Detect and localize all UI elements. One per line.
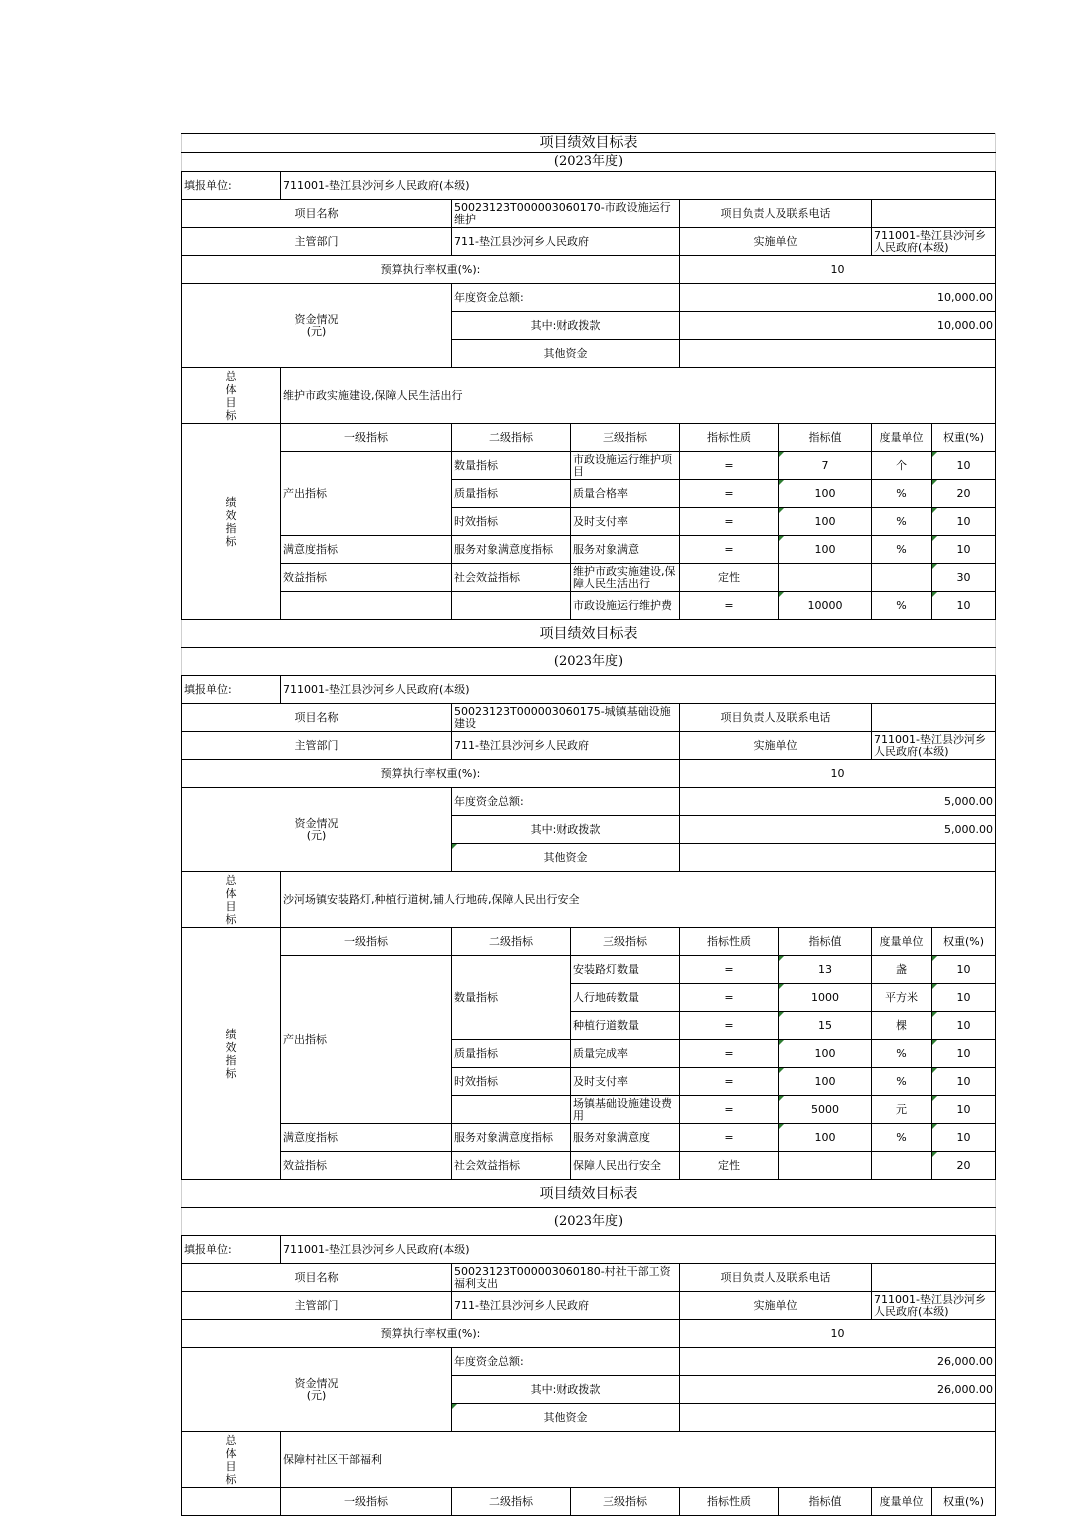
col-level2: 二级指标 [452,928,571,956]
col-level3: 三级指标 [571,424,680,452]
weight-cell: 10 [932,1012,996,1040]
value-cell: 100 [779,1124,872,1152]
goal-value: 沙河场镇安装路灯,种植行道树,铺人行地砖,保障人民出行安全 [281,872,996,928]
other-fund-value [680,1404,996,1432]
col-level3: 三级指标 [571,928,680,956]
col-level1: 一级指标 [281,928,452,956]
fiscal-label: 其中:财政拨款 [452,816,680,844]
level1-cell: 产出指标 [281,956,452,1124]
level2-cell: 社会效益指标 [452,1152,571,1180]
fiscal-label: 其中:财政拨款 [452,312,680,340]
value-cell: 13 [779,956,872,984]
annual-total-value: 10,000.00 [680,284,996,312]
goal-label: 总体目标 [182,368,281,424]
level2-cell: 服务对象满意度指标 [452,536,571,564]
perf-indicator-label [182,1488,281,1516]
annual-total-label: 年度资金总额: [452,1348,680,1376]
level3-cell: 及时支付率 [571,508,680,536]
nature-cell: = [680,956,779,984]
level1-cell: 产出指标 [281,452,452,536]
nature-cell: = [680,984,779,1012]
level2-cell: 质量指标 [452,480,571,508]
contact-label: 项目负责人及联系电话 [680,704,872,732]
fiscal-label: 其中:财政拨款 [452,1376,680,1404]
budget-weight-value: 10 [680,1320,996,1348]
unit-cell: % [872,1040,932,1068]
contact-value [872,1264,996,1292]
unit-label: 填报单位: [182,1236,281,1264]
goal-label: 总体目标 [182,1432,281,1488]
fiscal-value: 26,000.00 [680,1376,996,1404]
nature-cell: = [680,1124,779,1152]
level3-cell: 市政设施运行维护费 [571,592,680,620]
goal-value: 保障村社区干部福利 [281,1432,996,1488]
weight-cell: 30 [932,564,996,592]
unit-label: 填报单位: [182,676,281,704]
other-fund-label: 其他资金 [452,844,680,872]
nature-cell: = [680,1096,779,1124]
budget-weight-value: 10 [680,256,996,284]
dept-value: 711-垫江县沙河乡人民政府 [452,228,680,256]
col-value: 指标值 [779,928,872,956]
goal-value: 维护市政实施建设,保障人民生活出行 [281,368,996,424]
value-cell: 7 [779,452,872,480]
level2-cell: 社会效益指标 [452,564,571,592]
project-name-value: 50023123T000003060180-村社干部工资福利支出 [452,1264,680,1292]
unit-cell: 个 [872,452,932,480]
level3-cell: 保障人民出行安全 [571,1152,680,1180]
unit-cell [872,1152,932,1180]
level1-cell: 满意度指标 [281,536,452,564]
col-level3: 三级指标 [571,1488,680,1516]
level3-cell: 种植行道数量 [571,1012,680,1040]
unit-cell: % [872,1124,932,1152]
dept-value: 711-垫江县沙河乡人民政府 [452,732,680,760]
nature-cell: = [680,508,779,536]
table-row [182,452,996,480]
dept-label: 主管部门 [182,732,452,760]
value-cell: 100 [779,480,872,508]
value-cell: 15 [779,1012,872,1040]
nature-cell: = [680,1040,779,1068]
table-row [182,592,996,620]
level2-cell: 服务对象满意度指标 [452,1124,571,1152]
level1-cell [281,592,452,620]
unit-label: 填报单位: [182,172,281,200]
nature-cell: = [680,1012,779,1040]
weight-cell: 10 [932,536,996,564]
impl-unit-label: 实施单位 [680,732,872,760]
annual-total-label: 年度资金总额: [452,788,680,816]
unit-cell: % [872,592,932,620]
col-weight: 权重(%) [932,424,996,452]
unit-cell: % [872,480,932,508]
impl-unit-label: 实施单位 [680,1292,872,1320]
level2-cell: 时效指标 [452,508,571,536]
perf-indicator-label: 绩效指标 [182,424,281,620]
unit-value: 711001-垫江县沙河乡人民政府(本级) [281,172,996,200]
nature-cell: 定性 [680,564,779,592]
table-year: (2023年度) [182,648,996,676]
col-unit: 度量单位 [872,1488,932,1516]
weight-cell: 10 [932,956,996,984]
col-unit: 度量单位 [872,928,932,956]
budget-weight-label: 预算执行率权重(%): [182,1320,680,1348]
nature-cell: = [680,1068,779,1096]
contact-value [872,704,996,732]
contact-label: 项目负责人及联系电话 [680,200,872,228]
other-fund-label: 其他资金 [452,1404,680,1432]
impl-unit-value: 711001-垫江县沙河乡人民政府(本级) [872,1292,996,1320]
annual-total-value: 26,000.00 [680,1348,996,1376]
col-level2: 二级指标 [452,1488,571,1516]
unit-value: 711001-垫江县沙河乡人民政府(本级) [281,1236,996,1264]
level2-cell: 质量指标 [452,1040,571,1068]
weight-cell: 20 [932,480,996,508]
level3-cell: 及时支付率 [571,1068,680,1096]
spreadsheet-table [181,133,996,1516]
level1-cell: 效益指标 [281,1152,452,1180]
weight-cell: 10 [932,1124,996,1152]
nature-cell: = [680,592,779,620]
col-nature: 指标性质 [680,1488,779,1516]
other-fund-label: 其他资金 [452,340,680,368]
impl-unit-label: 实施单位 [680,228,872,256]
unit-value: 711001-垫江县沙河乡人民政府(本级) [281,676,996,704]
level1-cell: 效益指标 [281,564,452,592]
level3-cell: 场镇基础设施建设费用 [571,1096,680,1124]
fund-label: 资金情况 (元) [182,1348,452,1432]
weight-cell: 20 [932,1152,996,1180]
table-row [182,1152,996,1180]
level1-cell: 满意度指标 [281,1124,452,1152]
unit-cell: 盏 [872,956,932,984]
budget-weight-value: 10 [680,760,996,788]
fiscal-value: 10,000.00 [680,312,996,340]
level2-cell: 数量指标 [452,452,571,480]
project-name-value: 50023123T000003060175-城镇基础设施建设 [452,704,680,732]
level2-cell: 时效指标 [452,1068,571,1096]
col-weight: 权重(%) [932,928,996,956]
project-name-label: 项目名称 [182,704,452,732]
level2-cell [452,1096,571,1124]
value-cell [779,1152,872,1180]
weight-cell: 10 [932,452,996,480]
col-weight: 权重(%) [932,1488,996,1516]
table-year: (2023年度) [182,153,996,172]
weight-cell: 10 [932,508,996,536]
value-cell: 1000 [779,984,872,1012]
level3-cell: 市政设施运行维护项目 [571,452,680,480]
dept-value: 711-垫江县沙河乡人民政府 [452,1292,680,1320]
budget-weight-label: 预算执行率权重(%): [182,256,680,284]
nature-cell: = [680,536,779,564]
col-value: 指标值 [779,424,872,452]
fund-label: 资金情况 (元) [182,284,452,368]
unit-cell [872,564,932,592]
weight-cell: 10 [932,592,996,620]
performance-target-sheet [181,133,995,1516]
table-year: (2023年度) [182,1208,996,1236]
project-name-label: 项目名称 [182,1264,452,1292]
nature-cell: 定性 [680,1152,779,1180]
col-level1: 一级指标 [281,424,452,452]
dept-label: 主管部门 [182,1292,452,1320]
contact-label: 项目负责人及联系电话 [680,1264,872,1292]
unit-cell: % [872,536,932,564]
level3-cell: 人行地砖数量 [571,984,680,1012]
level2-cell [452,592,571,620]
level3-cell: 维护市政实施建设,保障人民生活出行 [571,564,680,592]
weight-cell: 10 [932,1040,996,1068]
table-row [182,536,996,564]
value-cell: 100 [779,508,872,536]
nature-cell: = [680,452,779,480]
impl-unit-value: 711001-垫江县沙河乡人民政府(本级) [872,228,996,256]
col-nature: 指标性质 [680,928,779,956]
table-row [182,1124,996,1152]
level2-cell: 数量指标 [452,956,571,1040]
value-cell: 100 [779,536,872,564]
table-row [182,564,996,592]
level3-cell: 质量完成率 [571,1040,680,1068]
dept-label: 主管部门 [182,228,452,256]
col-nature: 指标性质 [680,424,779,452]
col-level1: 一级指标 [281,1488,452,1516]
impl-unit-value: 711001-垫江县沙河乡人民政府(本级) [872,732,996,760]
annual-total-value: 5,000.00 [680,788,996,816]
col-unit: 度量单位 [872,424,932,452]
col-level2: 二级指标 [452,424,571,452]
fiscal-value: 5,000.00 [680,816,996,844]
level3-cell: 服务对象满意 [571,536,680,564]
level3-cell: 安装路灯数量 [571,956,680,984]
table-title: 项目绩效目标表 [182,134,996,153]
weight-cell: 10 [932,1096,996,1124]
col-value: 指标值 [779,1488,872,1516]
unit-cell: 棵 [872,1012,932,1040]
table-row [182,956,996,984]
unit-cell: 平方米 [872,984,932,1012]
level3-cell: 质量合格率 [571,480,680,508]
value-cell [779,564,872,592]
table-title: 项目绩效目标表 [182,620,996,648]
fund-label: 资金情况 (元) [182,788,452,872]
weight-cell: 10 [932,1068,996,1096]
unit-cell: 元 [872,1096,932,1124]
project-name-label: 项目名称 [182,200,452,228]
contact-value [872,200,996,228]
project-name-value: 50023123T000003060170-市政设施运行维护 [452,200,680,228]
annual-total-label: 年度资金总额: [452,284,680,312]
value-cell: 100 [779,1068,872,1096]
goal-label: 总体目标 [182,872,281,928]
other-fund-value [680,844,996,872]
perf-indicator-label: 绩效指标 [182,928,281,1180]
value-cell: 10000 [779,592,872,620]
weight-cell: 10 [932,984,996,1012]
unit-cell: % [872,508,932,536]
table-title: 项目绩效目标表 [182,1180,996,1208]
budget-weight-label: 预算执行率权重(%): [182,760,680,788]
nature-cell: = [680,480,779,508]
other-fund-value [680,340,996,368]
unit-cell: % [872,1068,932,1096]
level3-cell: 服务对象满意度 [571,1124,680,1152]
value-cell: 5000 [779,1096,872,1124]
value-cell: 100 [779,1040,872,1068]
